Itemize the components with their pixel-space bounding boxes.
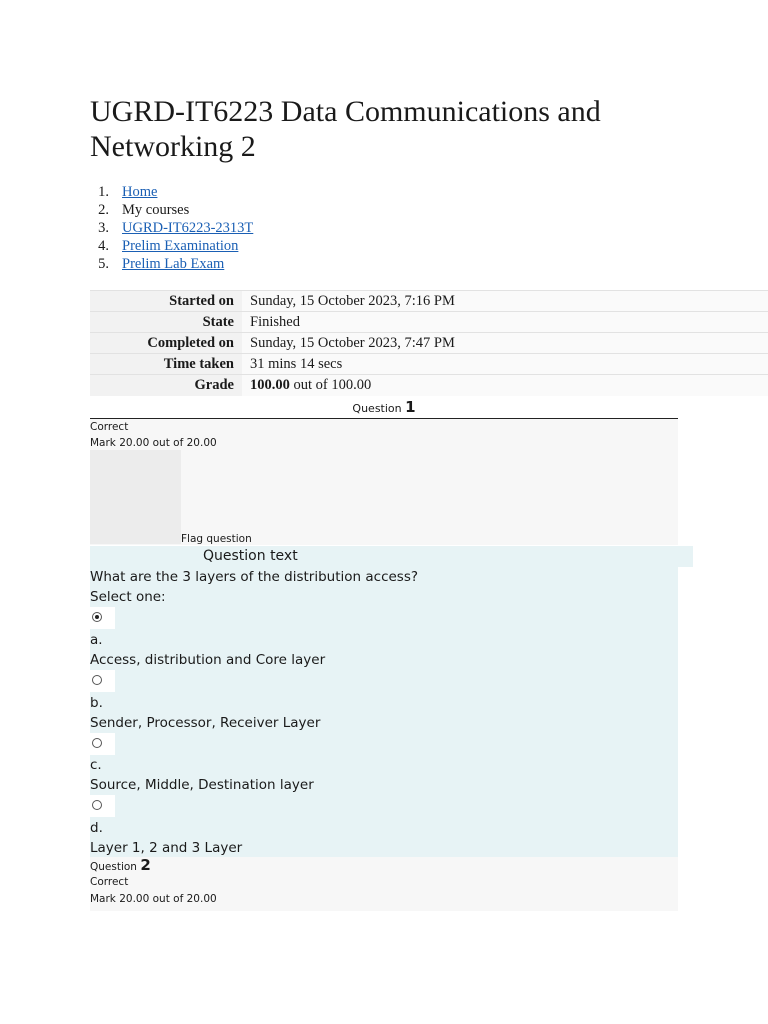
option-b-radio[interactable] (92, 675, 102, 685)
option-d-radio-container (90, 795, 115, 817)
summary-label: Completed on (90, 333, 242, 354)
question-text-heading-label: Question text (203, 548, 298, 564)
summary-value: Finished (242, 312, 768, 333)
question-1-info (90, 419, 678, 545)
question-mark: Mark 20.00 out of 20.00 (90, 437, 217, 449)
summary-value (242, 375, 768, 396)
breadcrumb-item-prelim-lab-exam (90, 255, 253, 273)
breadcrumb-text-my-courses: My courses (122, 202, 190, 218)
summary-row-grade (90, 375, 768, 396)
breadcrumb-link-prelim-lab-exam[interactable]: Prelim Lab Exam (122, 256, 225, 272)
option-d-letter: d. (90, 820, 103, 836)
breadcrumb-item-home (90, 183, 253, 201)
breadcrumb-link-course[interactable]: UGRD-IT6223-2313T (122, 220, 254, 236)
question-text-heading (90, 546, 693, 567)
select-one-prompt: Select one: (90, 589, 166, 605)
breadcrumb-number: 5. (98, 256, 109, 272)
question-text: What are the 3 layers of the distribution access? (90, 569, 419, 585)
summary-label: Time taken (90, 354, 242, 375)
option-d-text[interactable]: Layer 1, 2 and 3 Layer (90, 840, 243, 856)
option-b-letter: b. (90, 695, 103, 711)
page-title: UGRD-IT6223 Data Communications and Networking 2 (90, 95, 601, 163)
breadcrumb-link-prelim-examination[interactable]: Prelim Examination (122, 238, 239, 254)
breadcrumb-link-home[interactable]: Home (122, 184, 158, 200)
option-a-radio-container (90, 607, 115, 629)
breadcrumb-number: 2. (98, 202, 109, 218)
question-2-number (90, 857, 678, 874)
breadcrumb-number: 1. (98, 184, 109, 200)
grade-score: 100.00 (250, 376, 290, 393)
question-status: Correct (90, 421, 129, 433)
question-label: Question (352, 402, 406, 415)
summary-label: State (90, 312, 242, 333)
question-1-number (90, 396, 678, 419)
summary-row-started (90, 291, 768, 312)
attempt-summary-table (90, 290, 768, 396)
summary-value: Sunday, 15 October 2023, 7:47 PM (242, 333, 768, 354)
summary-value: 31 mins 14 secs (242, 354, 768, 375)
breadcrumb-number: 3. (98, 220, 109, 236)
question-status: Correct (90, 876, 129, 888)
summary-value: Sunday, 15 October 2023, 7:16 PM (242, 291, 768, 312)
question-info-box (90, 450, 181, 544)
summary-row-state (90, 312, 768, 333)
question-number: 2 (140, 856, 151, 874)
flag-question-link[interactable]: Flag question (181, 533, 252, 545)
option-d-radio[interactable] (92, 800, 102, 810)
question-2-info (90, 857, 678, 911)
question-label: Question (90, 861, 141, 873)
summary-label: Started on (90, 291, 242, 312)
summary-label: Grade (90, 375, 242, 396)
summary-row-time-taken (90, 354, 768, 375)
option-a-text[interactable]: Access, distribution and Core layer (90, 652, 326, 668)
breadcrumb-item-my-courses (90, 201, 253, 219)
option-a-radio[interactable] (92, 612, 102, 622)
breadcrumb-item-prelim-examination (90, 237, 253, 255)
option-a-letter: a. (90, 632, 103, 648)
breadcrumb-number: 4. (98, 238, 109, 254)
question-1-formulation (90, 567, 678, 857)
option-c-radio[interactable] (92, 738, 102, 748)
option-b-radio-container (90, 670, 115, 692)
option-c-letter: c. (90, 757, 102, 773)
summary-row-completed (90, 333, 768, 354)
breadcrumb-item-course (90, 219, 253, 237)
option-b-text[interactable]: Sender, Processor, Receiver Layer (90, 715, 321, 731)
option-c-radio-container (90, 733, 115, 755)
grade-total: out of 100.00 (289, 376, 372, 393)
question-mark: Mark 20.00 out of 20.00 (90, 893, 217, 905)
option-c-text[interactable]: Source, Middle, Destination layer (90, 777, 314, 793)
breadcrumb (90, 183, 253, 273)
question-number: 1 (405, 398, 416, 416)
